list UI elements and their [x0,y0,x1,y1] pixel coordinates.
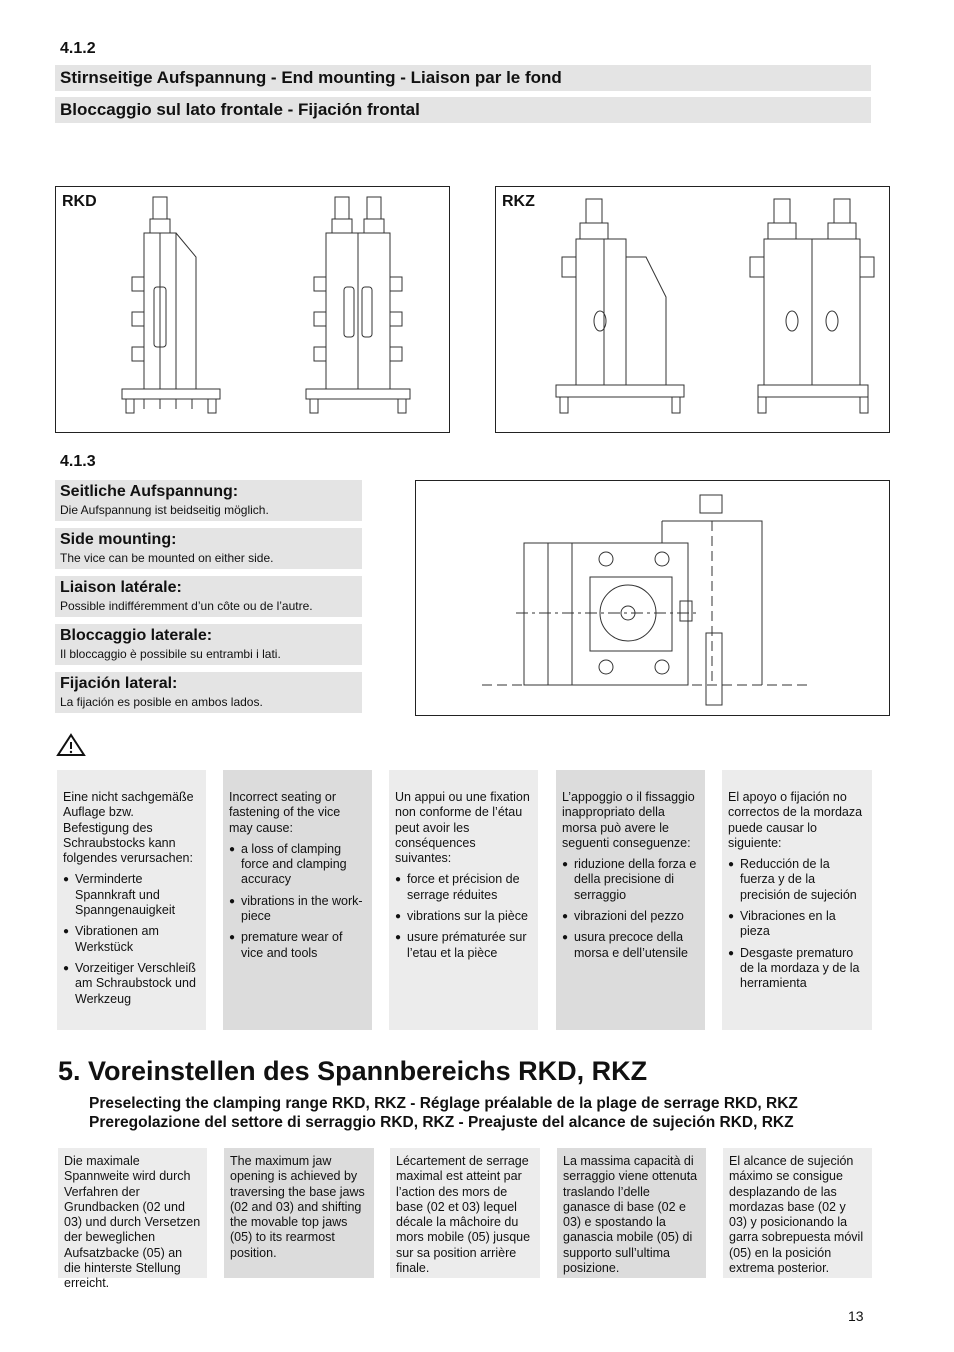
side-mount-desc: Die Aufspannung ist beidseitig möglich. [60,503,269,517]
section-5-column-en: The maximum jaw opening is achieved by traversing the base jaws (02 and 03) and shifting the movable top jaws (05) to its rearmost position. [224,1148,374,1278]
section-5-column-it: La massima capacità di serraggio viene ottenuta traslando l’delle ganasce di base (02 e 03) e spostando la ganascia mobile (05) di supporto sull’ultima posizione. [557,1148,706,1278]
warning-bullet: ● a loss of clamping force and clamping accuracy [229,842,366,888]
section-5-subtitle-1: Preselecting the clamping range RKD, RKZ - Réglage préalable de la plage de serrage RKD, RKZ [89,1095,798,1112]
side-mount-desc: La fijación es posible en ambos lados. [60,695,263,709]
side-mount-desc: Possible indifféremment d’un côte ou de l’autre. [60,599,313,613]
rkd-drawing [56,187,451,434]
side-mount-title: Side mounting: [60,531,177,548]
warning-column-fr [389,770,538,1030]
warning-bullet: ● Vibraciones en la pieza [728,909,866,940]
side-mount-title: Liaison latérale: [60,579,182,596]
section-5-column-fr: Lécartement de serrage maximal est atteint par l’action des mors de base (02 et 03) lequel décale la mâchoire du mors mobile (05) jusque sur sa position arrière finale. [390,1148,540,1278]
warning-column-de [57,770,206,1030]
warning-intro: L’appoggio o il fissaggio inappropriato della morsa può avere le seguenti conseguenze: [562,790,695,850]
section-number-413: 4.1.3 [60,453,96,470]
warning-bullet: ● premature wear of vice and tools [229,930,366,961]
warning-bullet: ● riduzione della forza e della precisione di serraggio [562,857,699,903]
warning-bullet: ● Vibrationen am Werkstück [63,924,200,955]
section-5-subtitle-2: Preregolazione del settore di serraggio RKD, RKZ - Preajuste del alcance de sujeción RKD, RKZ [89,1114,794,1131]
warning-bullet: ● Reducción de la fuerza y de la precisión de sujeción [728,857,866,903]
warning-intro: El apoyo o fijación no correctos de la mordaza puede causar lo siguiente: [728,790,863,850]
warning-bullet: ● usura precoce della morsa e dell’utensile [562,930,699,961]
figure-rkd [55,186,450,433]
warning-bullet: ● Vorzeitiger Verschleiß am Schraubstock und Werkzeug [63,961,200,1007]
warning-intro: Eine nicht sachgemäße Auflage bzw. Befestigung des Schraubstocks kann folgendes verursachen: [63,790,194,866]
warning-bullet: ● usure prématurée sur l’etau et la pièce [395,930,532,961]
figure-label-rkd: RKD [62,193,97,210]
page-number: 13 [848,1308,864,1324]
warning-bullet: ● Desgaste prematuro de la mordaza y de la herramienta [728,946,866,992]
warning-bullet: ● vibrations in the workpiece [229,894,366,925]
side-mount-box-es [55,672,362,713]
warning-intro: Incorrect seating or fastening of the vice may cause: [229,790,341,835]
section-number-412: 4.1.2 [60,40,96,57]
section-title-412-line2: Bloccaggio sul lato frontale - Fijación frontal [55,97,871,123]
side-mount-title: Bloccaggio laterale: [60,627,213,644]
side-mount-title: Seitliche Aufspannung: [60,483,239,500]
side-mount-title: Fijación lateral: [60,675,178,692]
warning-bullet: ● vibrazioni del pezzo [562,909,699,924]
figure-label-rkz: RKZ [502,193,535,210]
section-5-column-es: El alcance de sujeción máximo se consigue desplazando de las mordazas base (02 y 03) y posicionando la garra sobrepuesta móvil (05) en la posición extrema posterior. [723,1148,872,1278]
figure-side-mounting [415,480,890,716]
section-title-412-line1: Stirnseitige Aufspannung - End mounting - Liaison par le fond [55,65,871,91]
side-mounting-drawing [416,481,891,717]
warning-column-es [722,770,872,1030]
rkz-drawing [496,187,891,434]
side-mount-box-fr [55,576,362,617]
warning-triangle-icon [56,733,86,762]
side-mount-box-it [55,624,362,665]
side-mount-box-de [55,480,362,521]
figure-rkz [495,186,890,433]
warning-bullet: ● Verminderte Spannkraft und Spanngenauigkeit [63,872,200,918]
section-5-heading: 5. Voreinstellen des Spannbereichs RKD, RKZ [58,1056,648,1086]
warning-bullet: ● force et précision de serrage réduites [395,872,532,903]
warning-intro: Un appui ou une fixation non conforme de l’étau peut avoir les conséquences suivantes: [395,790,530,866]
side-mount-box-en [55,528,362,569]
warning-bullet: ● vibrations sur la pièce [395,909,532,924]
side-mount-desc: The vice can be mounted on either side. [60,551,274,565]
side-mount-desc: Il bloccaggio è possibile su entrambi i lati. [60,647,281,661]
warning-column-en [223,770,372,1030]
section-5-column-de: Die maximale Spannweite wird durch Verfahren der Grundbacken (02 und 03) und durch Versetzen der beweglichen Aufsatzbacke (05) an die hinterste Stellung erreicht. [58,1148,207,1278]
warning-column-it [556,770,705,1030]
